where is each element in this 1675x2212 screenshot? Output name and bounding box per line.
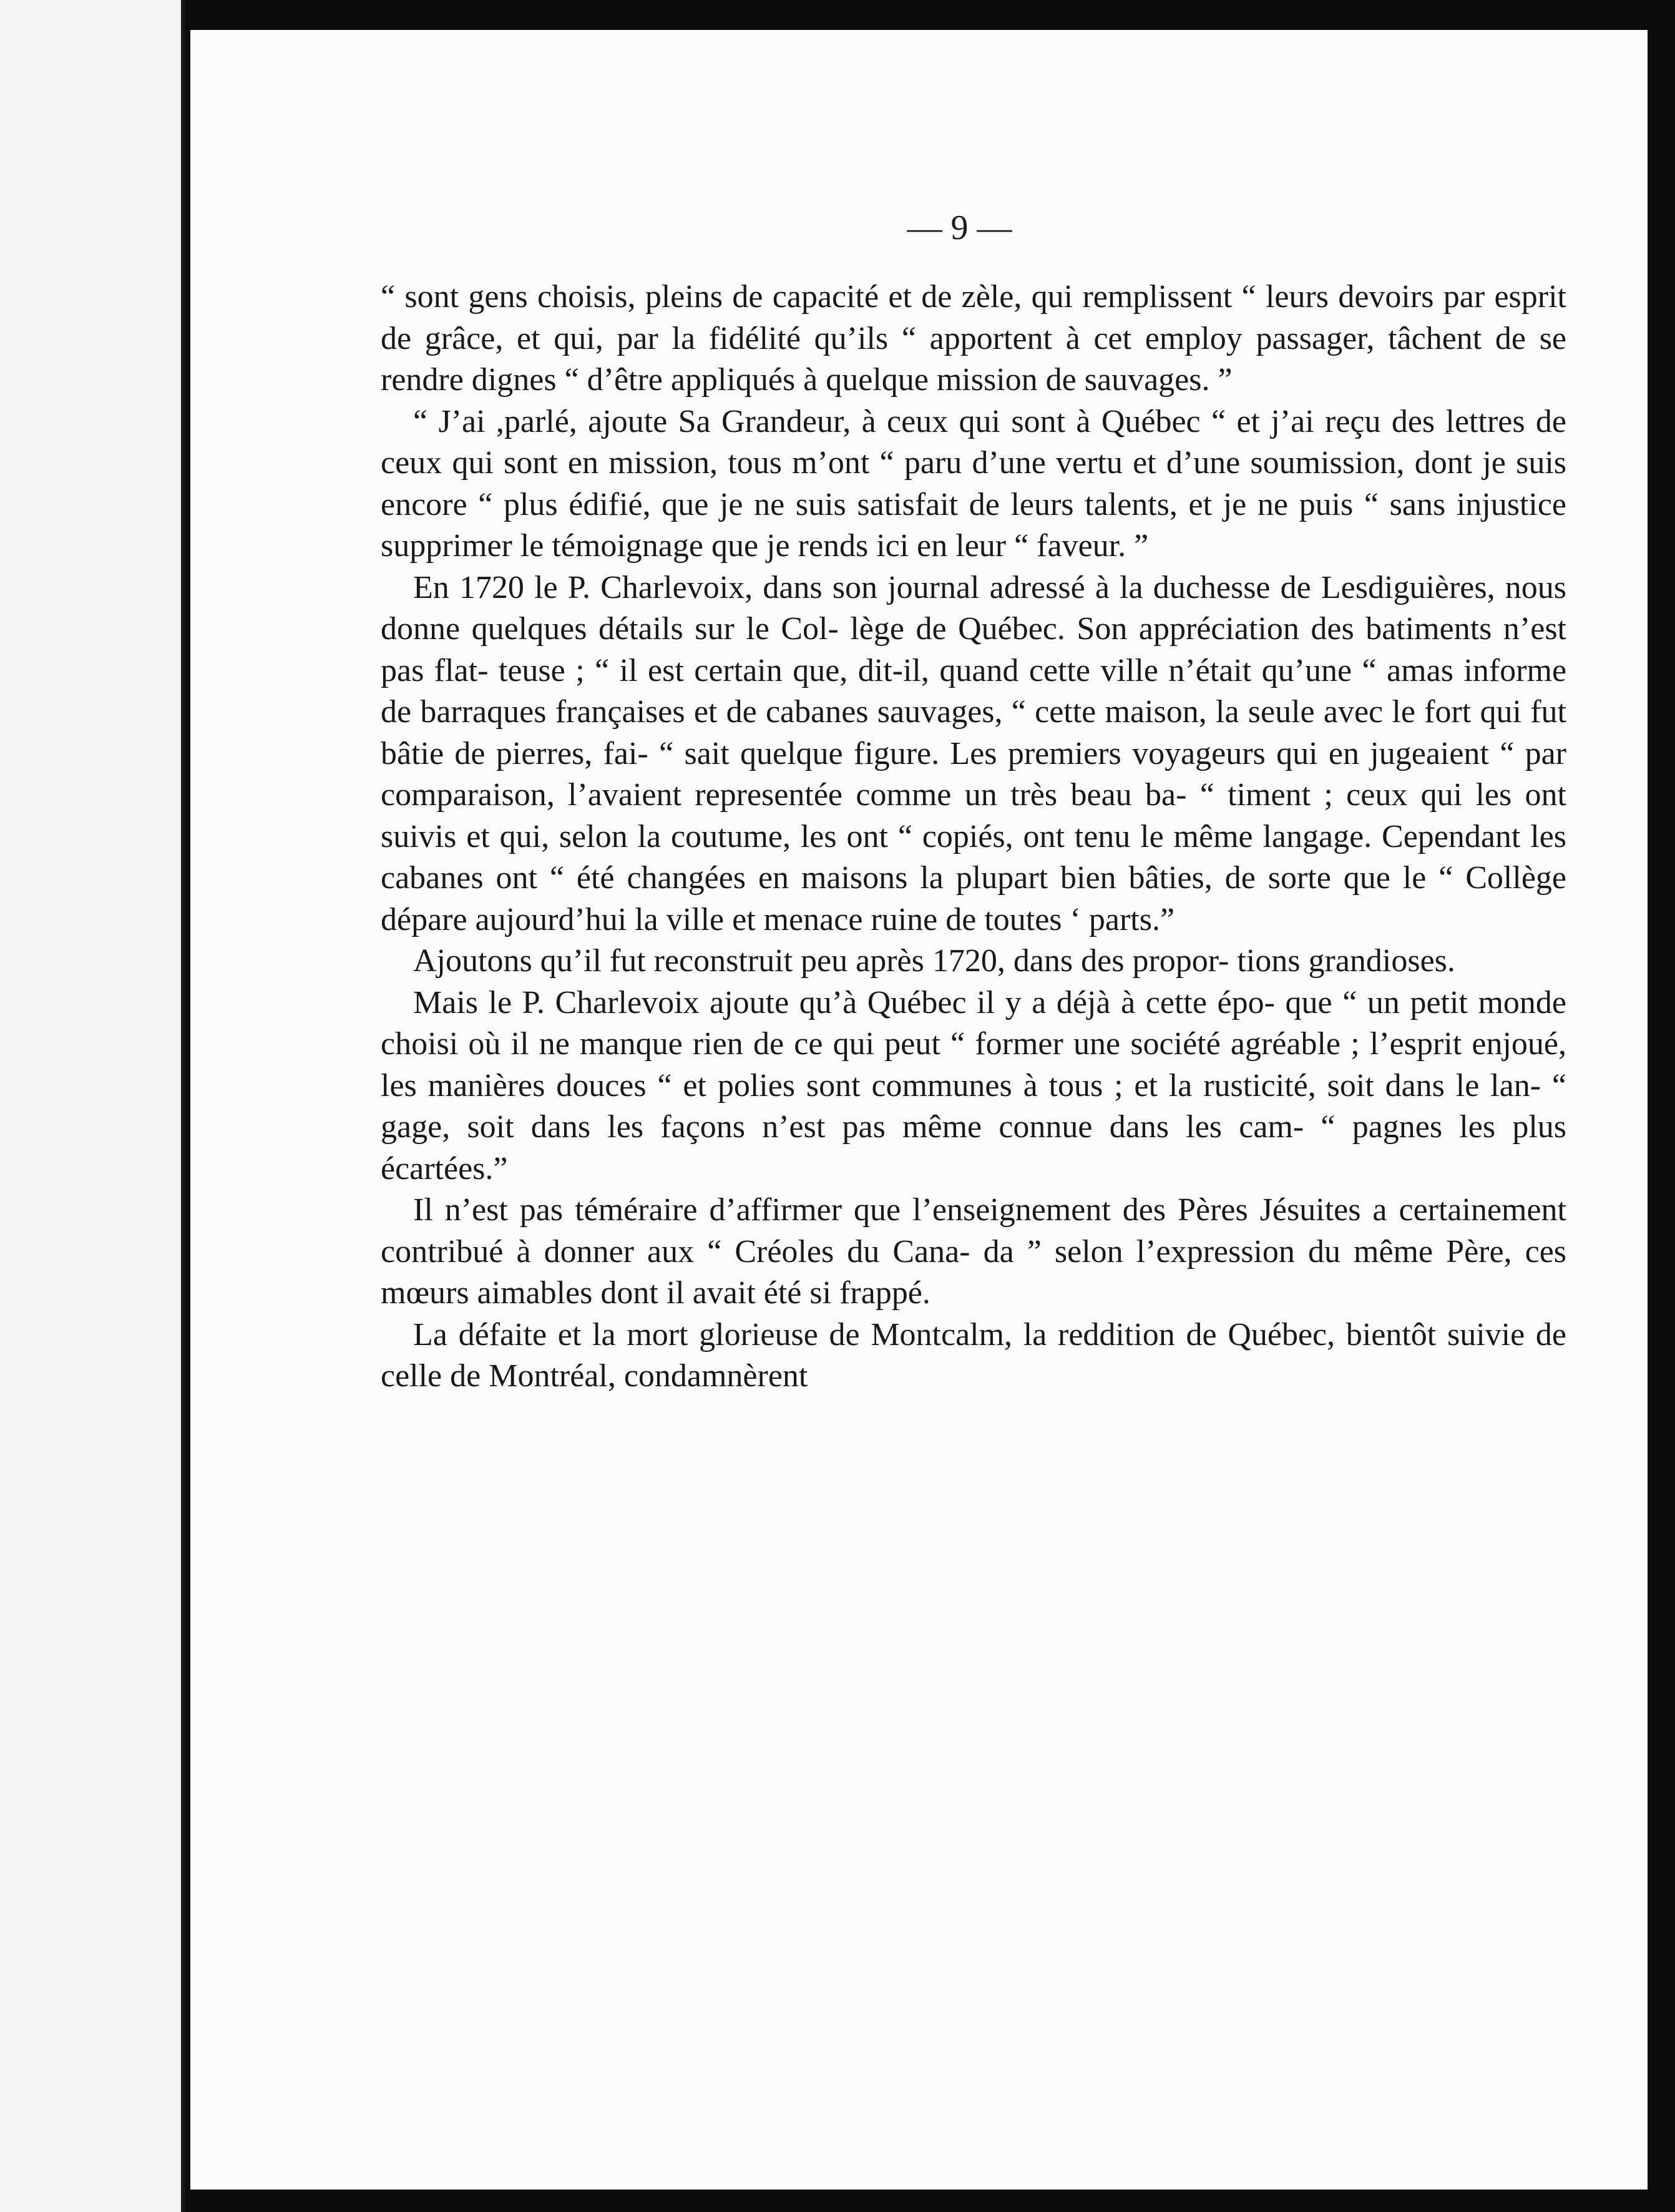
paragraph: Mais le P. Charlevoix ajoute qu’à Québec il y a déjà à cette épo- que “ un petit monde choisi où il ne manque rien de ce qui peut “ former une société agréable ; l’esprit enjoué, les manières douces “ et polies sont communes à tous ; et la rusticité, soit dans le lan- “ gage, soit dans les façons n’est pas même connue dans les cam- “ pagnes les plus écartées.” — [381, 984, 1567, 1187]
paragraph: “ J’ai ,parlé, ajoute Sa Grandeur, à ceux qui sont à Québec “ et j’ai reçu des lettres de ceux qui sont en mission, tous m’ont “ paru d’une vertu et d’une soumission, dont je suis encore “ plus édifié, que je ne suis satisfait de leurs talents, et je ne puis “ sans injustice supprimer le témoignage que je rends ici en leur “ faveur. ” — [381, 403, 1567, 564]
paragraph: Il n’est pas téméraire d’affirmer que l’enseignement des Pères Jésuites a certainement contribué à donner aux “ Créoles du Cana- da ” selon l’expression du même Père, ces mœurs aimables dont il avait été si frappé. — [381, 1192, 1567, 1311]
paragraph: En 1720 le P. Charlevoix, dans son journal adressé à la duchesse de Lesdiguières, nous donne quelques détails sur le Col- lège de Québec. Son appréciation des batiments n’est pas flat- teuse ; “ il est certain que, dit-il, quand cette ville n’était qu’une “ amas informe de barraques françaises et de cabanes sauvages, “ cette maison, la seule avec le fort qui fut bâtie de pierres, fai- “ sait quelque figure. Les premiers voyageurs qui en jugeaient “ par comparaison, l’avaient representée comme un très beau ba- “ timent ; ceux qui les ont suivis et qui, selon la coutume, les ont “ copiés, ont tenu le même langage. Cependant les cabanes ont “ été changées en maisons la plupart bien bâties, de sorte que le “ Collège dépare aujourd’hui la ville et menace ruine de toutes ‘ parts.” — [381, 569, 1567, 937]
book-page — [190, 30, 1648, 2190]
paragraph: La défaite et la mort glorieuse de Montcalm, la reddition de Québec, bientôt suivie de celle de Montréal, condamnèrent — [381, 1316, 1566, 1394]
page-body-text — [381, 276, 1566, 1397]
page-number: — 9 — — [907, 208, 1012, 247]
paragraph: Ajoutons qu’il fut reconstruit peu après 1720, dans des propor- tions grandioses. — [413, 943, 1455, 979]
paragraph: “ sont gens choisis, pleins de capacité et de zèle, qui remplissent “ leurs devoirs par esprit de grâce, et qui, par la fidélité qu’ils “ apportent à cet employ passager, tâchent de se rendre dignes “ d’être appliqués à quelque mission de sauvages. ” — [381, 279, 1567, 398]
previous-page-edge — [0, 0, 185, 2212]
